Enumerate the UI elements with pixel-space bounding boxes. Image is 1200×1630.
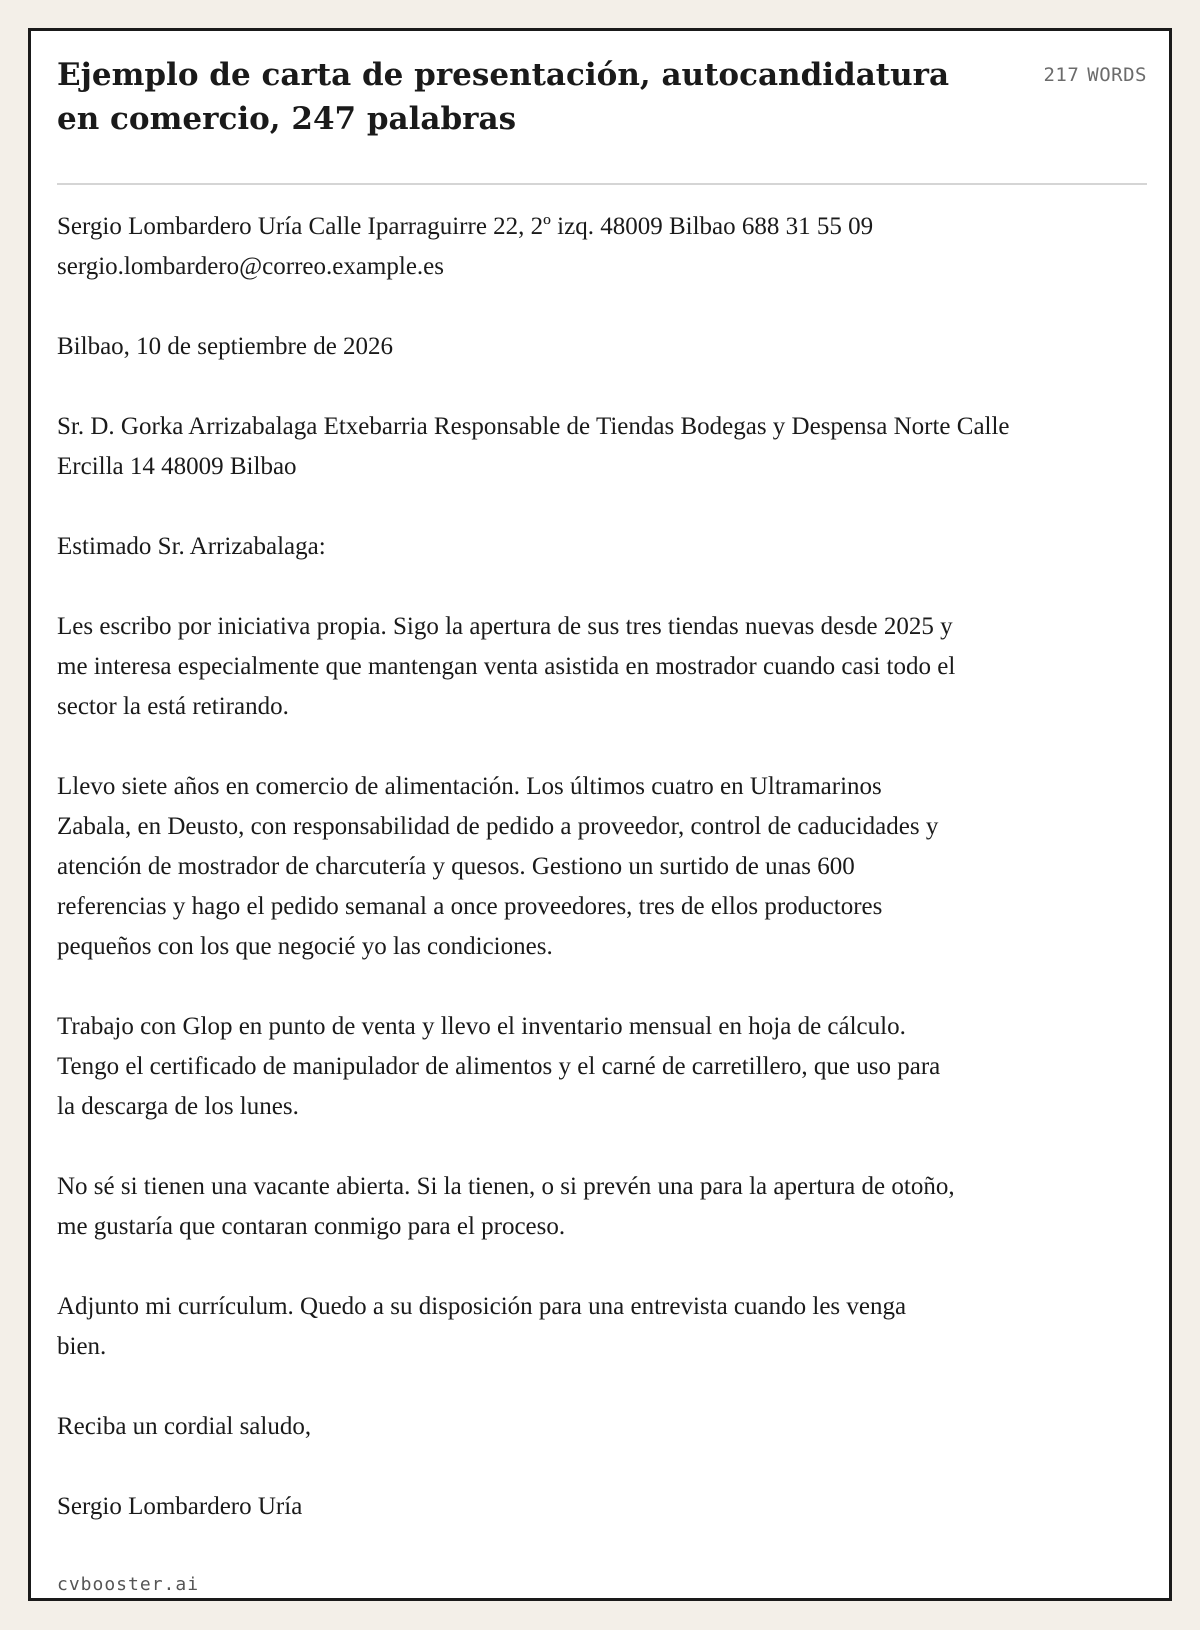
word-count-value: 217: [1043, 64, 1080, 86]
word-count-label: WORDS: [1087, 64, 1147, 86]
paragraph: Les escribo por iniciativa propia. Sigo la apertura de sus tres tiendas nuevas desde 2025 y me interesa especialmente que mantengan venta asistida en mostrador cuando casi todo el sector la está retirando.: [57, 613, 956, 720]
paragraph: No sé si tienen una vacante abierta. Si la tienen, o si prevén una para la apertura de otoño, me gustaría que contaran conmigo para el proceso.: [57, 1173, 955, 1240]
brand-watermark: cvbooster.ai: [57, 1574, 200, 1595]
letter-header: [57, 53, 1147, 185]
salutation: Estimado Sr. Arrizabalaga:: [57, 533, 326, 560]
cover-letter-card: [28, 28, 1172, 1601]
paragraph: Trabajo con Glop en punto de venta y llevo el inventario mensual en hoja de cálculo. Tengo el certificado de manipulador de alimentos y el carné de carretillero, que uso para la descarga de los lunes.: [57, 1013, 941, 1120]
page-title: Ejemplo de carta de presentación, autocandidatura en comercio, 247 palabras: [57, 57, 950, 137]
recipient-block: Sr. D. Gorka Arrizabalaga Etxebarria Responsable de Tiendas Bodegas y Despensa Norte Calle Ercilla 14 48009 Bilbao: [57, 413, 1010, 480]
closing: Reciba un cordial saludo,: [57, 1413, 312, 1440]
letter-body: [57, 207, 1047, 1567]
word-count-badge: [1035, 63, 1147, 87]
sender-block: Sergio Lombardero Uría Calle Iparraguirre 22, 2º izq. 48009 Bilbao 688 31 55 09 sergio.lombardero@correo.example.es: [57, 213, 874, 280]
letter-date: Bilbao, 10 de septiembre de 2026: [57, 333, 394, 360]
paragraph: Adjunto mi currículum. Quedo a su disposición para una entrevista cuando les venga bien.: [57, 1293, 907, 1360]
signature: Sergio Lombardero Uría: [57, 1493, 303, 1520]
paragraph: Llevo siete años en comercio de alimentación. Los últimos cuatro en Ultramarinos Zabala, en Deusto, con responsabilidad de pedido a proveedor, control de caducidades y atención de mostrador de charcutería y quesos. Gestiono un surtido de unas 600 referencias y hago el pedido semanal a once proveedores, tres de ellos productores pequeños con los que negocié yo las condiciones.: [57, 773, 939, 960]
